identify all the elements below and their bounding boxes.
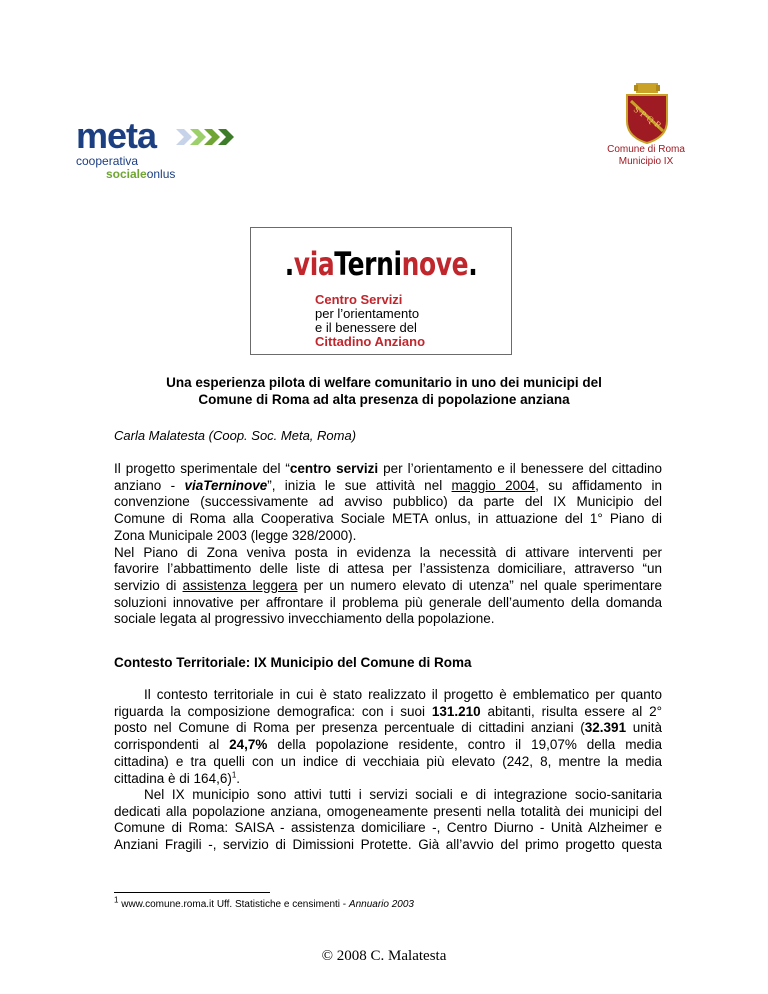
meta-logo-line1: cooperativa (76, 154, 139, 168)
viaterninove-logo (250, 227, 512, 355)
roma-logo-text (590, 144, 702, 168)
footnote-divider (114, 892, 270, 893)
svg-text:S·P·Q·R: S·P·Q·R (631, 104, 664, 131)
viaterninove-title: .viaTerninove. (284, 245, 478, 283)
chevron-arrows-icon (176, 127, 248, 147)
context-paragraph: Il contesto territoriale in cui è stato realizzato il progetto è emblematico per quanto riguarda la composizione demografica: con i suoi 131.210 abitanti, risulta essere al 2° posto nel Comune di Roma per presenza percentuale di cittadini anziani (32.391 unità corrispondenti al 24,7% della popolazione residente, contro il 19,07% della media cittadina) e tra quelli con un indice di vecchiaia più elevato (242, 8, mentre la media cittadina è di 164,6)$^1$. (114, 687, 662, 786)
copyright-footer: © 2008 C. Malatesta (321, 948, 447, 964)
meta-logo-word: meta (76, 115, 157, 156)
viaterninove-subtitle: Centro Servizi per l’orientamento e il benessere del Cittadino Anziano (315, 292, 426, 349)
footnote-reference: 1 (231, 770, 237, 780)
meta-logo-line2: socialeonlus (106, 167, 176, 181)
section-title: Contesto Territoriale: IX Municipio del Comune di Roma (114, 655, 472, 670)
headline: Una esperienza pilota di welfare comunitario in uno dei municipi del Comune di Roma ad alta presenza di popolazione anziana (166, 375, 602, 407)
roma-logo-line2: Municipio IX (618, 156, 674, 167)
author-line: Carla Malatesta (Coop. Soc. Meta, Roma) (114, 428, 357, 443)
footnote: $^1$ www.comune.roma.it Uff. Statistiche e censimenti - Annuario 2003 (114, 895, 414, 910)
roma-logo-line1: Comune di Roma (607, 144, 685, 155)
meta-logo (76, 115, 256, 181)
services-paragraph: Nel IX municipio sono attivi tutti i servizi sociali e di integrazione socio-sanitaria dedicati alla popolazione anziana, omogeneamente presenti nella totalità dei municipi del Comune di Roma: SAISA - assistenza domiciliare -, Centro Diurno - Unità Alzheimer e Anziani Fragili -, servizio di Dimissioni Protette. Già all’avvio del primo progetto questa (114, 787, 662, 853)
intro-paragraph: Il progetto sperimentale del “centro servizi per l’orientamento e il benessere del cittadino anziano - viaTerninove”, inizia le sue attività nel maggio 2004, su affidamento in convenzione (successivamente ad avviso pubblico) da parte del IX Municipio del Comune di Roma alla Cooperativa Sociale META onlus, in attuazione del 1° Piano di Zona Municipale 2003 (legge 328/2000). Nel Piano di Zona veniva posta in evidenza la necessità di attivare interventi per favorire l’abbattimento delle liste di attesa per l’assistenza domiciliare, attraverso “un servizio di assistenza leggera per un numero elevato di utenza” nel quale sperimentare soluzioni innovative per affrontare il problema più generale dell’aumento della domanda sociale legata al progressivo invecchiamento della popolazione. (114, 461, 662, 627)
